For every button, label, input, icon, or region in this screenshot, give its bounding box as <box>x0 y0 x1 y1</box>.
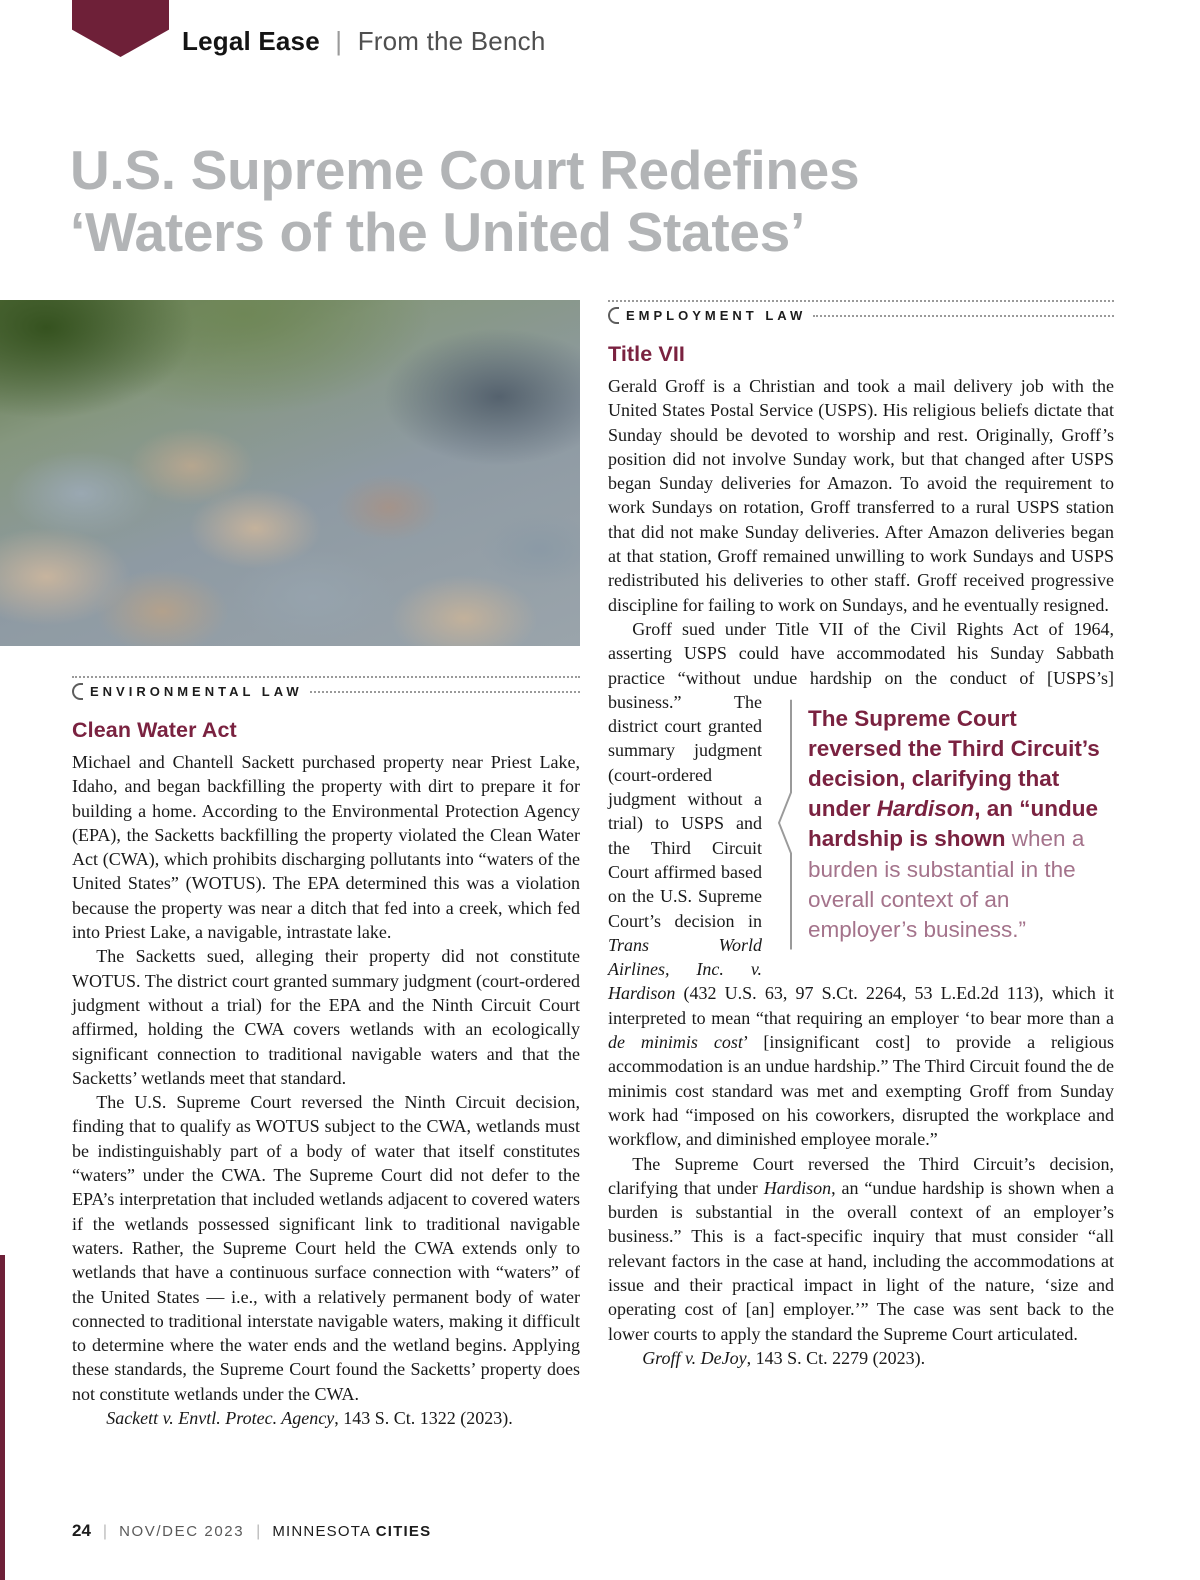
section-tag-label: EMPLOYMENT LAW <box>626 308 807 323</box>
pull-quote-segment: The Supreme Court reversed the Third Circuit’s decision, clarifying that under <box>808 705 1100 822</box>
magazine-name-regular: MINNESOTA <box>272 1523 376 1540</box>
paragraph-text: (432 U.S. 63, 97 S.Ct. 2264, 53 L.Ed.2d 113), which it interpreted to mean “that requiring an employer ‘to bear more than a <box>608 983 1114 1028</box>
section-heading-clean-water-act: Clean Water Act <box>72 718 237 742</box>
case-name: Trans World Airlines, Inc. v. Hardison <box>608 934 762 1004</box>
employment-law-column <box>608 300 1114 1370</box>
tag-arc-icon <box>72 683 83 700</box>
footer-divider: | <box>256 1523 261 1540</box>
case-name: Groff v. DeJoy <box>642 1347 747 1368</box>
paragraph-text: ’ [insignificant cost] to provide a religious accommodation is an undue hardship.” The Third Circuit found the de minimis cost standard was met and exempting Groff from Sunday work had “imposed on his coworkers, disrupted the workplace and workflow, and diminished employee morale.” <box>608 1032 1114 1150</box>
case-name: Sackett v. Envtl. Protec. Agency <box>106 1408 335 1429</box>
citation-reporter: , 143 S. Ct. 2279 (2023). <box>746 1347 926 1368</box>
paragraph: The U.S. Supreme Court reversed the Ninth Circuit decision, finding that to qualify as WOTUS subject to the CWA, wetlands must be indistinguishably part of a body of water that itself constitutes “waters” under the CWA. The Supreme Court did not defer to the EPA’s interpretation that included wetlands adjacent to covered waters if the wetlands possessed significant link to traditional navigable waters. Rather, the Supreme Court held the CWA extends only to wetlands that have a continuous surface connection with “waters” of the United States — i.e., with a relatively permanent body of water connected to traditional interstate navigable waters, making it difficult to determine where the water ends and the wetland begins. Applying these standards, the Supreme Court found the Sacketts’ property does not constitute wetlands under the CWA. <box>72 1092 580 1404</box>
masthead <box>182 26 545 57</box>
latin-phrase: de minimis cost <box>608 1032 743 1053</box>
paragraph: Gerald Groff is a Christian and took a mail delivery job with the United States Postal Service (USPS). His religious beliefs dictate that Sunday should be devoted to worship and rest. Originally, Groff’s position did not involve Sunday work, but that changed after USPS began Sunday deliveries for Amazon. To avoid the requirement to work Sundays on rotation, Groff transferred to a rural USPS station that did not make Sunday deliveries. After Amazon deliveries began at that station, Groff remained unwilling to work Sundays and USPS redistributed his deliveries to other staff. Groff received progressive discipline for failing to work on Sundays, and he eventually resigned. <box>608 376 1114 615</box>
paragraph <box>608 1152 1114 1346</box>
column-tagline: From the Bench <box>357 26 546 56</box>
article-title-line2: ‘Waters of the United States’ <box>70 200 805 263</box>
article-title <box>70 140 859 263</box>
paragraph-text: , an “undue hardship is shown when a burden is substantial in the overall context of an employer’s business.” This is a fact-specific inquiry that must consider “all relevant factors in the case at hand, including the accommodations at issue and their practical impact in light of the nature, ‘size and operating cost of [an] employer.’” The case was sent back to the lower courts to apply the standard the Supreme Court articulated. <box>608 1177 1114 1344</box>
paragraph: Michael and Chantell Sackett purchased property near Priest Lake, Idaho, and began backfilling the property with dirt to prepare it for building a home. According to the Environmental Protection Agency (EPA), the Sacketts backfilling the property violated the Clean Water Act (CWA), which prohibits discharging pollutants into “waters of the United States” (WOTUS). The EPA determined this was a violation because the property was near a ditch that fed into a creek, which fed into Priest Lake, a navigable, intrastate lake. <box>72 752 580 943</box>
column-brand: Legal Ease <box>182 26 320 56</box>
article-title-line1: U.S. Supreme Court Redefines <box>70 139 860 201</box>
page-edge-accent-bar <box>0 1255 5 1580</box>
page-number: 24 <box>72 1521 91 1540</box>
paragraph-with-pull-quote <box>608 617 1114 1152</box>
masthead-banner-shape <box>72 0 169 57</box>
tag-dotted-rule <box>310 691 580 693</box>
case-name: Hardison <box>763 1177 832 1198</box>
magazine-name <box>272 1523 431 1540</box>
issue-date: NOV/DEC 2023 <box>119 1523 245 1540</box>
masthead-divider: | <box>335 26 343 56</box>
case-citation <box>608 1346 1114 1370</box>
page-footer <box>72 1521 431 1541</box>
section-tag-environmental <box>72 676 580 700</box>
pull-quote <box>778 698 1114 951</box>
paragraph-text: The Supreme Court reversed the Third Circuit’s decision, clarifying that under <box>608 1153 1114 1198</box>
tag-dotted-rule <box>813 315 1114 317</box>
section-tag-employment <box>608 300 1114 324</box>
tag-arc-icon <box>608 307 619 324</box>
pull-quote-case-name: Hardison <box>876 796 975 822</box>
footer-divider: | <box>102 1523 108 1540</box>
section-tag-label: ENVIRONMENTAL LAW <box>90 684 303 699</box>
paragraph: The Sacketts sued, alleging their property did not constitute WOTUS. The district court granted summary judgment (court-ordered judgment without a trial) for the EPA and the Ninth Circuit Court affirmed, holding the CWA covers wetlands with an ecologically significant connection to traditional navigable waters and that the Sacketts’ wetlands meet that standard. <box>72 946 580 1088</box>
case-citation <box>72 1406 580 1430</box>
pull-quote-pointer-icon <box>778 698 804 951</box>
pull-quote-light-text: when a burden is substantial in the overall context of an employer’s business.” <box>808 826 1085 942</box>
paragraph-text: district court granted summary judgment (court-ordered judgment without a trial) to USPS and the Third Circuit Court affirmed based on the U.S. Supreme Court’s decision in <box>608 716 762 931</box>
section-heading-title-vii: Title VII <box>608 342 685 366</box>
environmental-law-column <box>72 676 580 1430</box>
citation-reporter: , 143 S. Ct. 1322 (2023). <box>334 1408 513 1429</box>
magazine-name-bold: CITIES <box>375 1523 432 1540</box>
lake-water-rocks-photo <box>0 300 580 646</box>
pull-quote-segment: , an “undue hardship is shown <box>808 796 1099 852</box>
paragraph-text: Groff sued under Title VII of the Civil Rights Act of 1964, asserting USPS could have accommodated his Sunday Sabbath practice “without undue hardship on the conduct of [USPS’s] business.” The <box>608 618 1114 712</box>
